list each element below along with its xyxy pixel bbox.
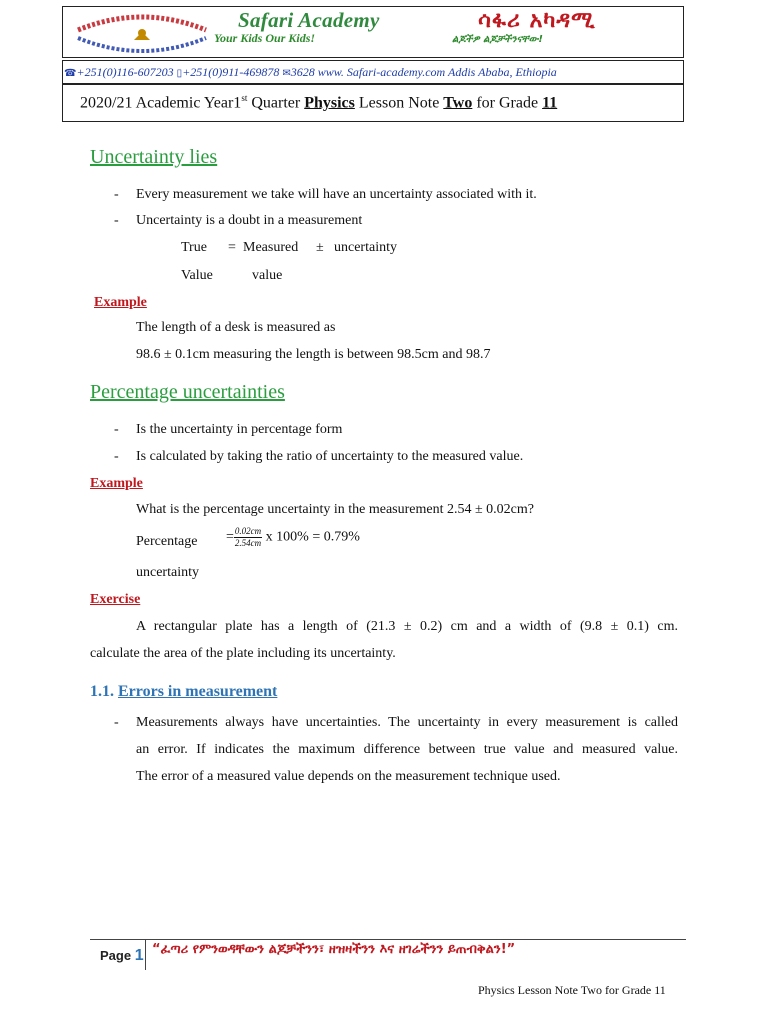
heading-errors-in-measurement: 1.1. Errors in measurement xyxy=(90,683,278,700)
paragraph-line: The error of a measured value depends on the measurement technique used. xyxy=(136,769,561,784)
exercise-text: calculate the area of the plate including its uncertainty. xyxy=(90,646,396,661)
bullet-text: Is calculated by taking the ratio of uncertainty to the measured value. xyxy=(136,449,524,464)
note-number: Two xyxy=(443,94,473,112)
example-question: What is the percentage uncertainty in the measurement 2.54 ± 0.02cm? xyxy=(136,502,534,517)
safari-academy-logo xyxy=(72,10,212,56)
grade: 11 xyxy=(542,94,558,112)
example-text: 98.6 ± 0.1cm measuring the length is between 98.5cm and 98.7 xyxy=(136,347,491,362)
calc-label: uncertainty xyxy=(136,565,199,580)
eq-equals: = xyxy=(228,240,236,255)
example-label: Example xyxy=(94,295,147,310)
bullet-dash: - xyxy=(114,213,119,228)
example-label: Example xyxy=(90,476,143,491)
brand-name-amharic: ሳፋሪ አካዳሚ xyxy=(478,8,596,33)
subject: Physics xyxy=(304,94,355,112)
eq-true: True xyxy=(181,240,207,255)
bullet-dash: - xyxy=(114,449,119,464)
heading-percentage-uncertainties: Percentage uncertainties xyxy=(90,381,285,403)
bullet-text: Every measurement we take will have an uncertainty associated with it. xyxy=(136,187,537,202)
eq-value-measured: value xyxy=(252,268,283,283)
paragraph-line: Measurements always have uncertainties. The uncertainty in every measurement is called xyxy=(136,715,678,730)
calc-formula: = $\frac{0.02cm}{2.54cm}$ x 100% = 0.79% xyxy=(226,526,360,548)
footer-document-title: Physics Lesson Note Two for Grade 11 xyxy=(478,983,666,997)
bullet-dash: - xyxy=(114,715,119,730)
fraction: $\frac{0.02cm}{2.54cm}$ xyxy=(234,526,262,548)
example-text: The length of a desk is measured as xyxy=(136,320,336,335)
phone-1: +251(0)116-607203 xyxy=(76,65,174,79)
phone-icon: ☎ xyxy=(64,68,77,79)
website-link[interactable]: www. Safari-academy.com xyxy=(317,65,446,79)
footer-divider xyxy=(145,940,146,970)
bullet-text: Is the uncertainty in percentage form xyxy=(136,422,343,437)
brand-tagline-amharic: ልጆችዎ ልጆቻችንናቸው! xyxy=(452,34,543,45)
bullet-dash: - xyxy=(114,422,119,437)
mobile-icon: ▯ xyxy=(176,68,183,79)
paragraph-line: an error. If indicates the maximum difference between true value and measured value. xyxy=(136,742,678,757)
heading-uncertainty-lies: Uncertainty lies xyxy=(90,146,218,168)
brand-tagline: Your Kids Our Kids! xyxy=(214,31,316,45)
bullet-text: Uncertainty is a doubt in a measurement xyxy=(136,213,363,228)
eq-value-true: Value xyxy=(181,268,213,283)
exercise-text: A rectangular plate has a length of (21.3 ± 0.2) cm and a width of (9.8 ± 0.1) cm. xyxy=(136,619,678,634)
eq-measured: Measured xyxy=(243,240,299,255)
mail-icon: ✉ xyxy=(282,68,291,79)
location: Addis Ababa, Ethiopia xyxy=(448,65,557,79)
exercise-label: Exercise xyxy=(90,592,141,607)
bullet-dash: - xyxy=(114,187,119,202)
page-number: Page 1 xyxy=(100,947,144,964)
eq-plus-minus: ± xyxy=(316,240,324,255)
eq-uncertainty: uncertainty xyxy=(334,240,397,255)
brand-name: Safari Academy xyxy=(238,8,380,32)
contact-info xyxy=(64,65,557,80)
page-title: 2020/21 Academic Year1st Quarter Physics Lesson Note Two for Grade 11 xyxy=(80,93,558,112)
phone-2: +251(0)911-469878 xyxy=(182,65,280,79)
calc-label: Percentage xyxy=(136,534,198,549)
footer-rule xyxy=(90,939,686,940)
footer-motto: “ፈጣሪ የምንወዳቸውን ልጆቻችንን፣ ዘዝዛችንን እና ዘገሬችንን ይጠብቅልን!” xyxy=(152,942,516,957)
po-box: 3628 xyxy=(290,65,315,79)
